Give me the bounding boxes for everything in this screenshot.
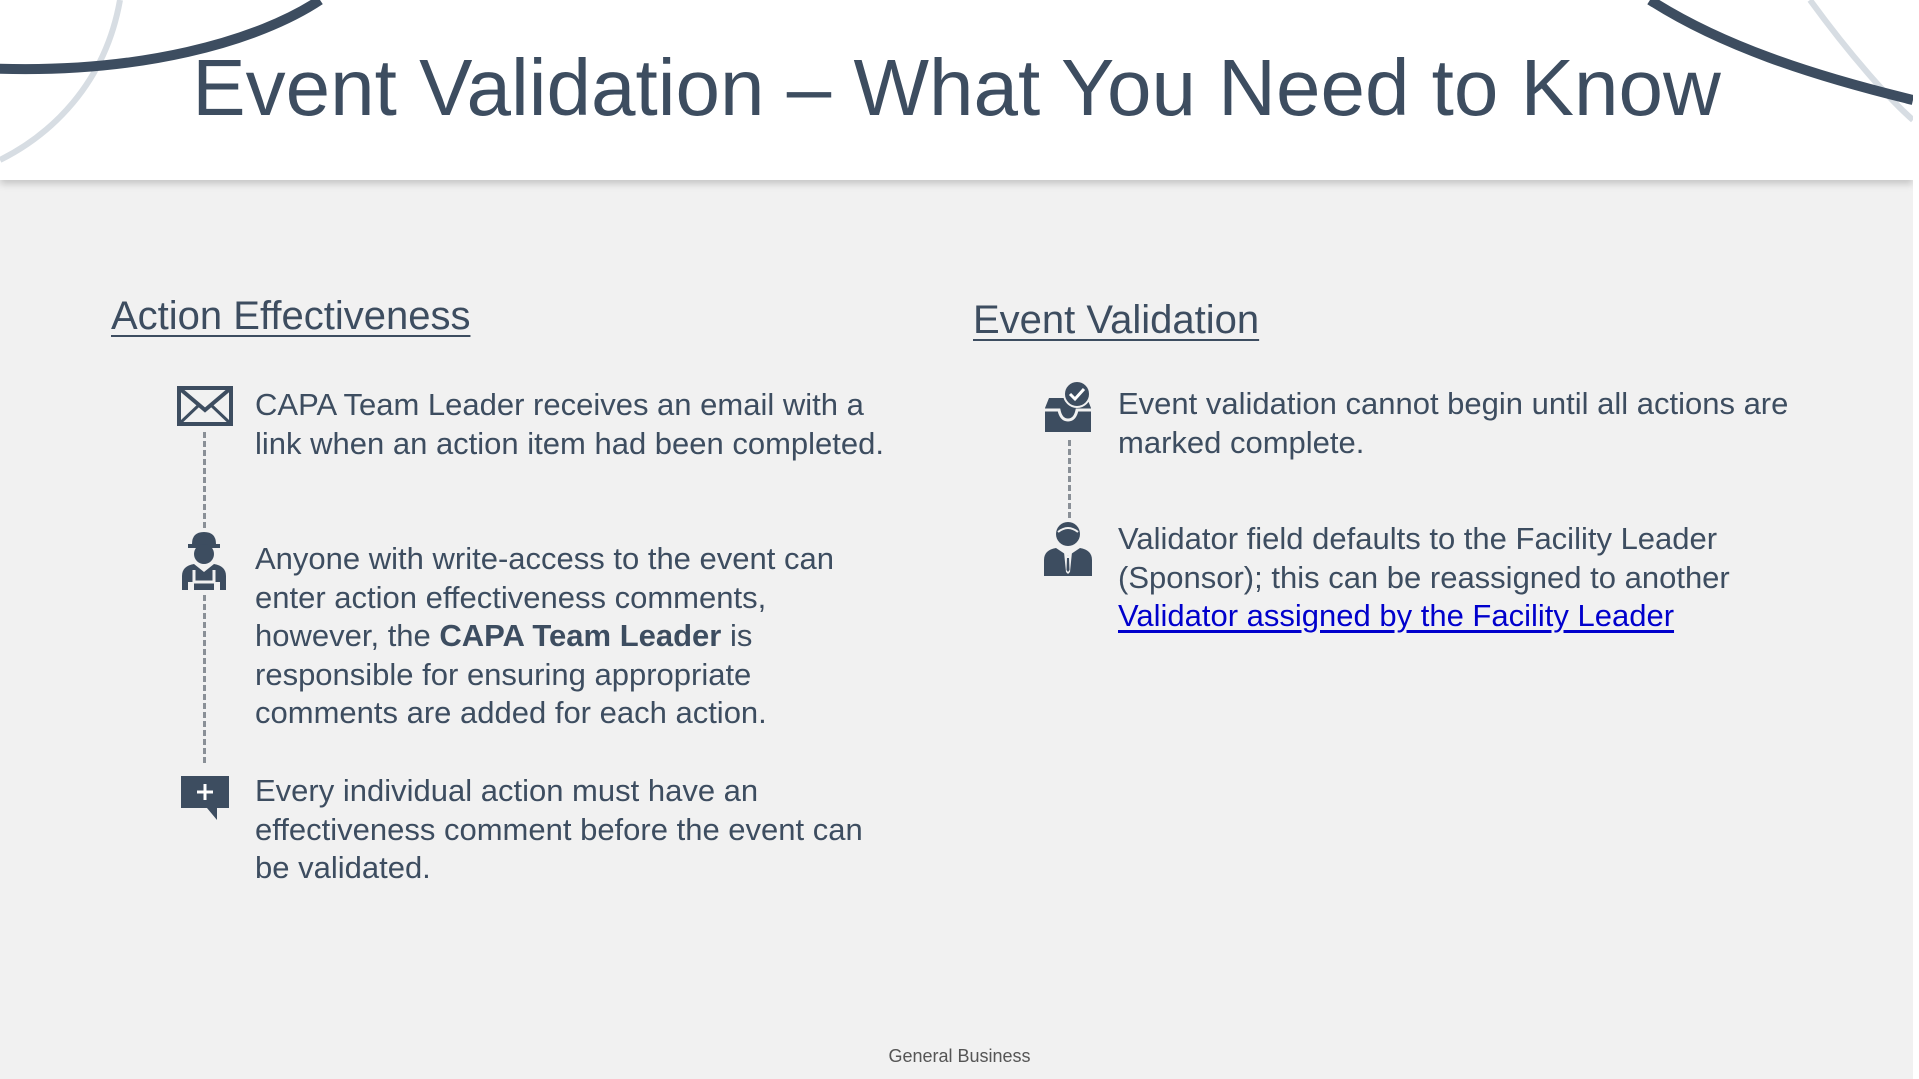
action-item-text: CAPA Team Leader receives an email with a link when an action item had been completed.	[255, 387, 885, 461]
validator-assigned-link[interactable]: Validator assigned by the Facility Leader	[1118, 598, 1675, 633]
emphasis-capa-team-leader: CAPA Team Leader	[439, 618, 722, 653]
window-edge	[1913, 0, 1919, 1079]
inbox-check-icon	[1043, 380, 1093, 437]
envelope-icon	[177, 386, 233, 431]
worker-icon	[180, 530, 228, 595]
validation-item-text: Event validation cannot begin until all actions are marked complete.	[1118, 386, 1789, 460]
title-banner	[0, 0, 1913, 180]
action-item-text: Anyone with write-access to the event can enter action effectiveness comments, however, the CAPA Team Leader is responsible for ensuring appropriate comments are added for each action.	[255, 541, 834, 730]
add-comment-icon	[181, 776, 229, 825]
heading-event-validation: Event Validation	[973, 298, 1260, 342]
timeline-connector	[203, 595, 206, 763]
businessman-icon	[1044, 520, 1092, 581]
action-item-text: Every individual action must have an effectiveness comment before the event can be validated.	[255, 773, 863, 885]
heading-action-effectiveness: Action Effectiveness	[111, 294, 471, 338]
timeline-connector	[203, 432, 206, 528]
validation-item-text: Validator field defaults to the Facility Leader (Sponsor); this can be reassigned to another Validator assigned by the Facility Leader	[1118, 521, 1730, 633]
timeline-connector	[1068, 440, 1071, 518]
page-title: Event Validation – What You Need to Know	[192, 43, 1721, 132]
footer-classification: General Business	[888, 1046, 1031, 1066]
